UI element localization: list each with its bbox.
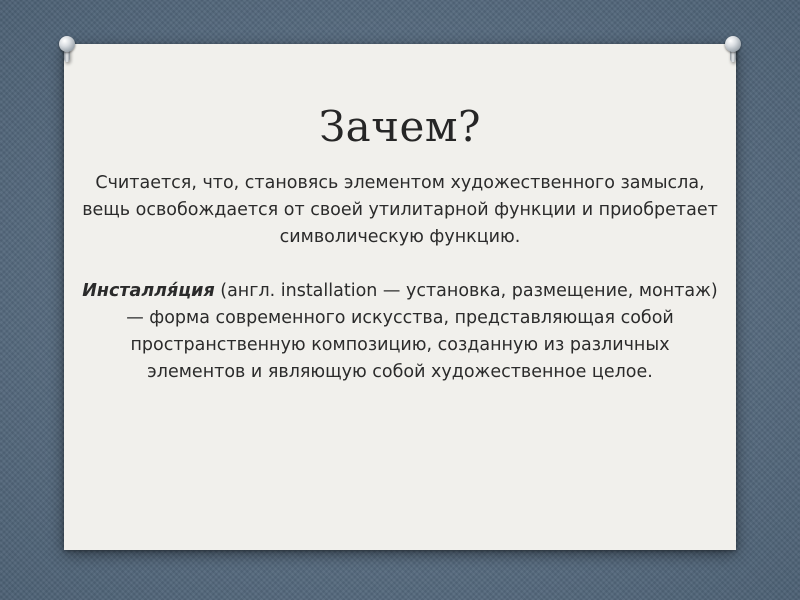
- paragraph-intro: Считается, что, становясь элементом художественного замысла, вещь освобождается от своей утилитарной функции и приобретает символическую функцию.: [82, 173, 718, 247]
- paragraph-definition: [80, 278, 720, 386]
- definition-text: (англ. installation — установка, размещение, монтаж) — форма современного искусства, представляющая собой пространственную композицию, созданную из различных элементов и являющую собой художественное целое.: [126, 281, 718, 382]
- pushpin-icon: [722, 36, 744, 66]
- definition-term: Инсталля́ция: [82, 281, 215, 301]
- slide-body: [80, 170, 720, 386]
- pushpin-icon: [56, 36, 78, 66]
- slide-title: Зачем?: [318, 102, 482, 151]
